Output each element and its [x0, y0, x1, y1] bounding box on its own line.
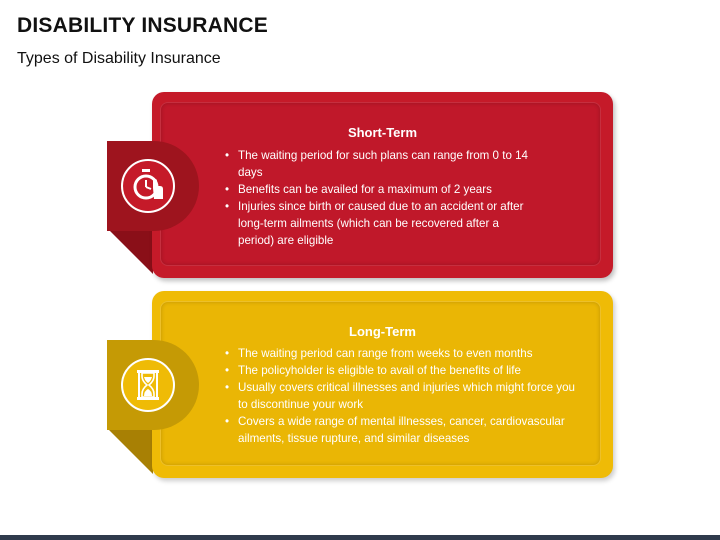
page-subtitle: Types of Disability Insurance [17, 50, 221, 67]
list-item: • The waiting period can range from weeks to even months [225, 345, 585, 362]
long-term-icon-tab [107, 340, 199, 430]
list-item: • The policyholder is eligible to avail of the benefits of life [225, 362, 585, 379]
long-term-heading: Long-Term [349, 324, 416, 339]
short-term-bullet-list [225, 147, 535, 249]
long-term-fold-shadow [107, 428, 155, 476]
page-title: DISABILITY INSURANCE [17, 14, 268, 37]
list-item: • Benefits can be availed for a maximum of 2 years [225, 181, 535, 198]
short-term-icon-ring [121, 159, 175, 213]
short-term-fold-shadow [107, 228, 155, 276]
short-term-card [152, 92, 613, 278]
hourglass-icon [123, 360, 173, 410]
long-term-icon-ring [121, 358, 175, 412]
short-term-icon-tab [107, 141, 199, 231]
stopwatch-hand-icon [123, 161, 173, 211]
list-item: • The waiting period for such plans can range from 0 to 14 days [225, 147, 535, 181]
footer-bar [0, 535, 720, 540]
long-term-bullet-list [225, 345, 585, 447]
long-term-card [152, 291, 613, 478]
short-term-heading: Short-Term [347, 125, 418, 140]
list-item: • Usually covers critical illnesses and injuries which might force you to discontinue your work [225, 379, 585, 413]
list-item: • Covers a wide range of mental illnesses, cancer, cardiovascular ailments, tissue rupture, and similar diseases [225, 413, 585, 447]
list-item: • Injuries since birth or caused due to an accident or after long-term ailments (which can be recovered after a period) are eligible [225, 198, 535, 249]
